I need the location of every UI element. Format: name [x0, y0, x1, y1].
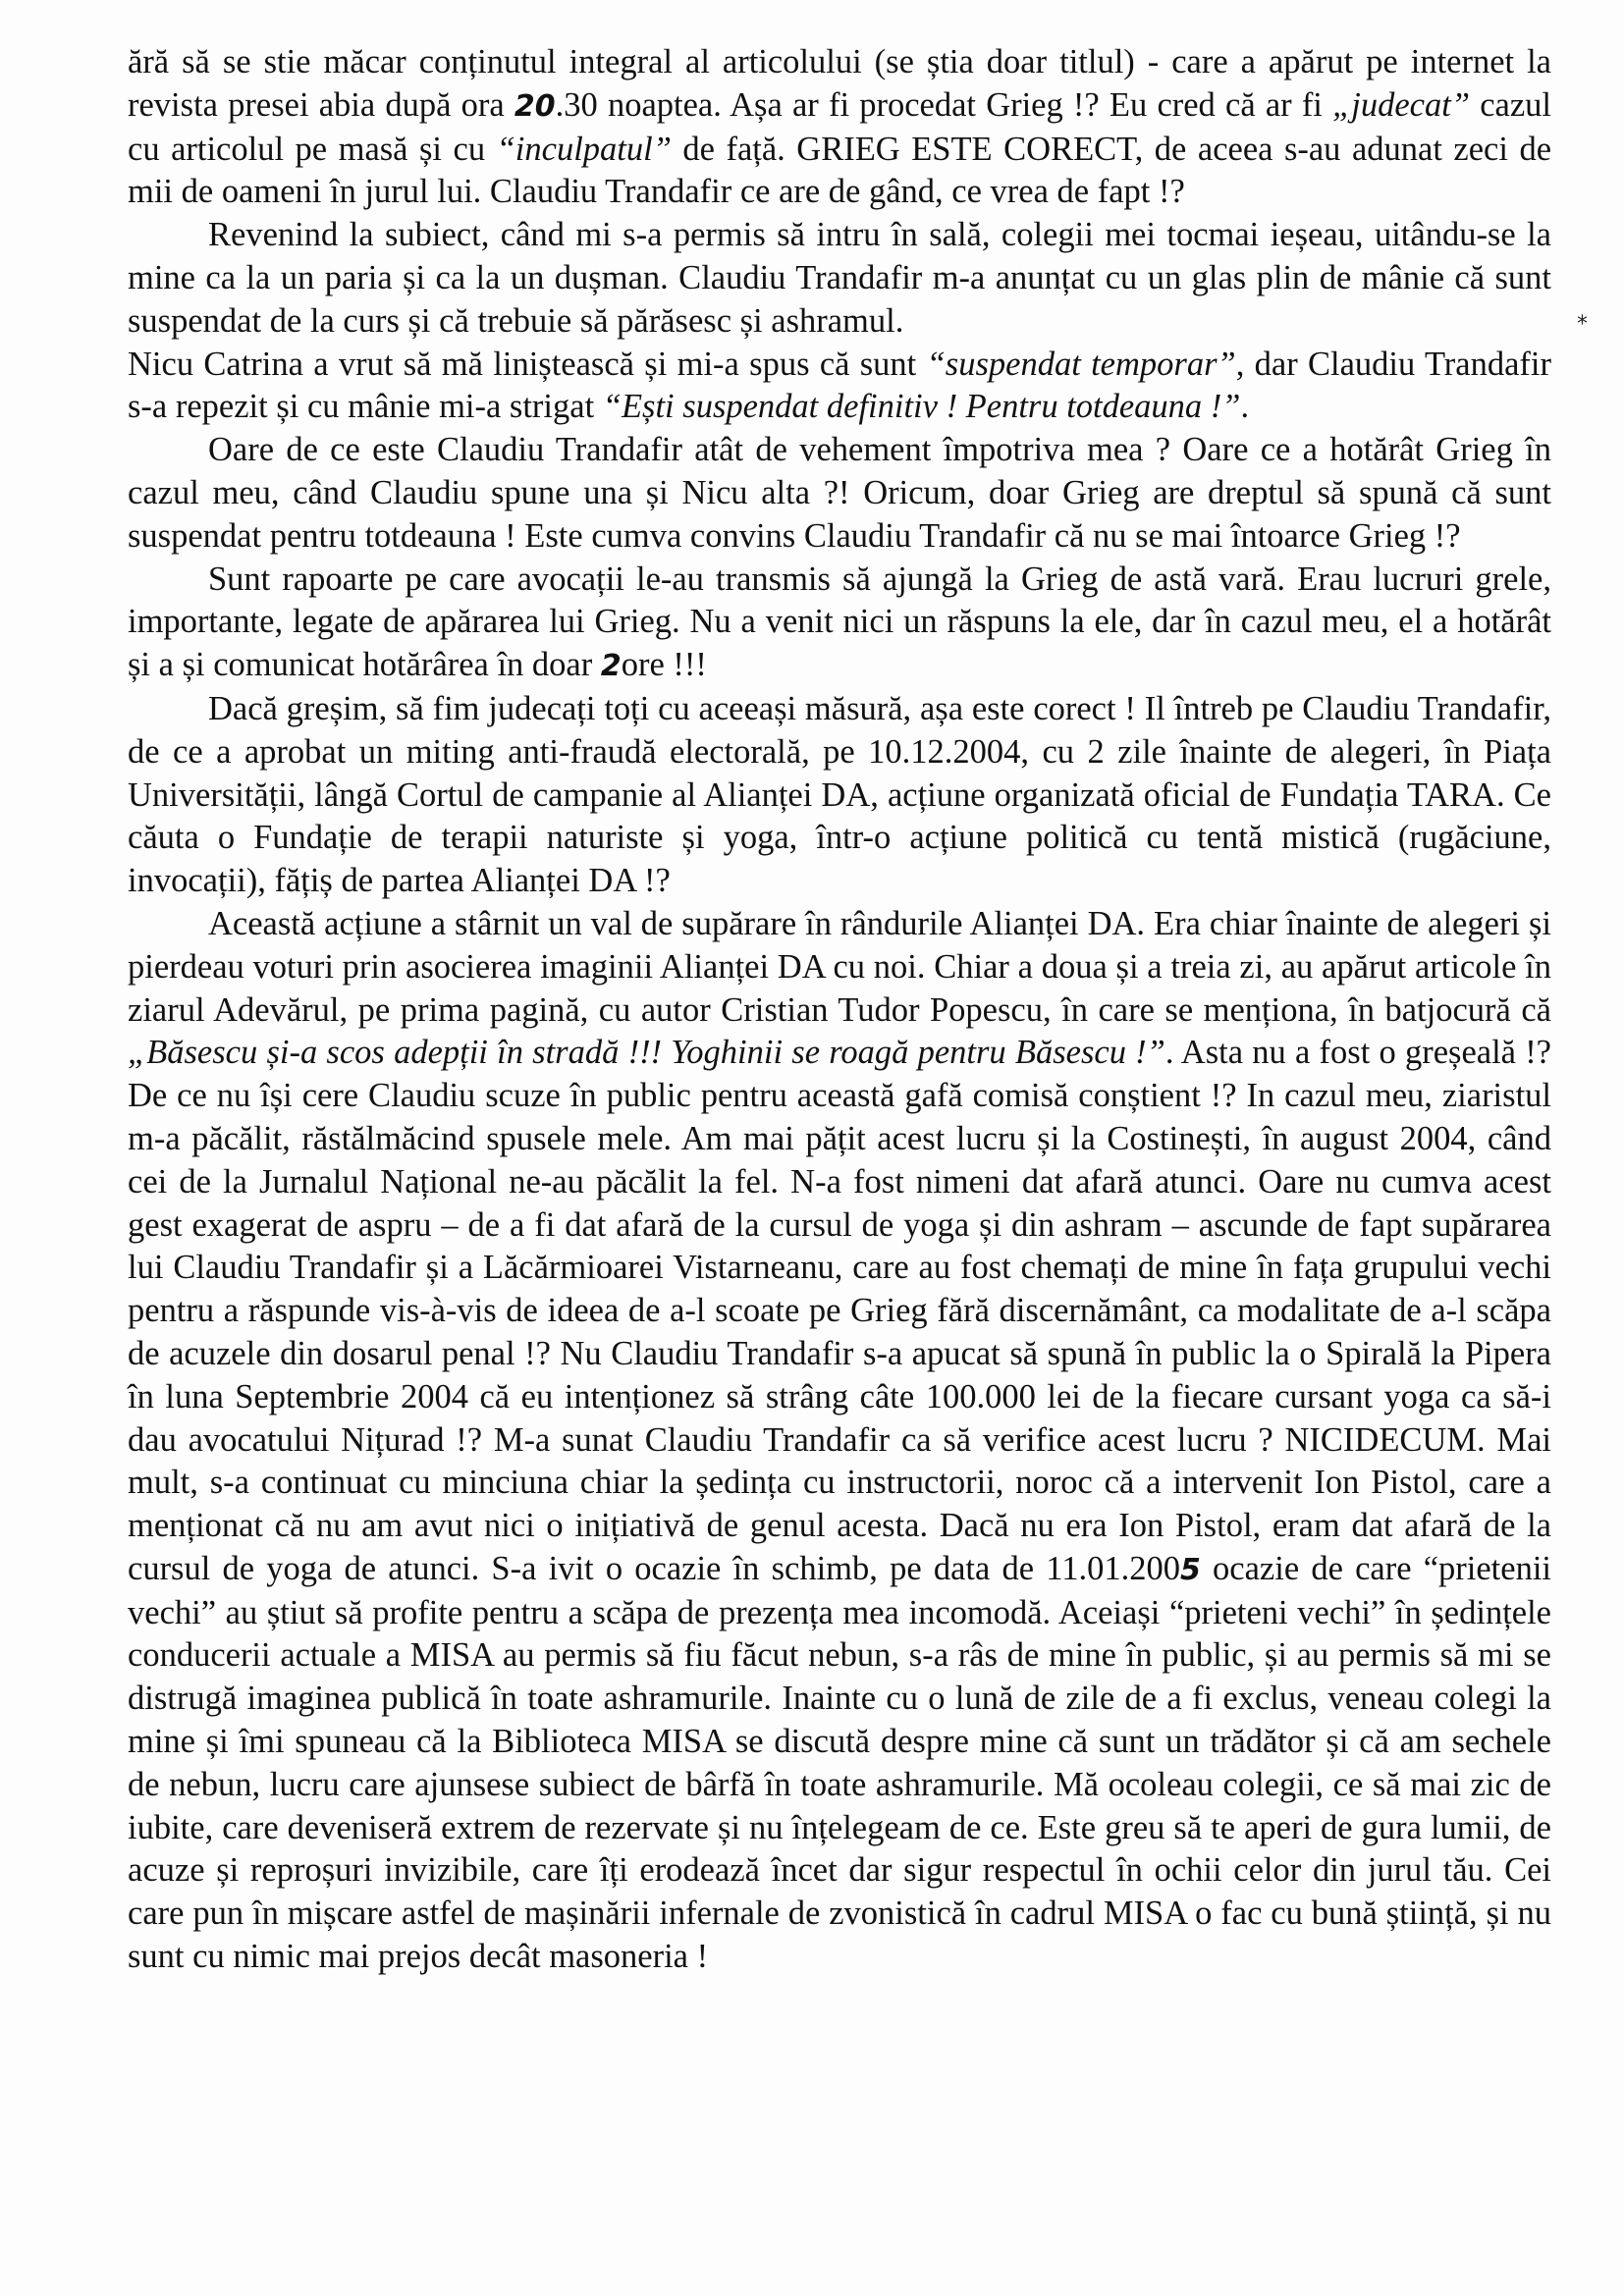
paragraph-7: Această acțiune a stârnit un val de supărare în rândurile Alianței DA. Era chiar înainte de alegeri și pierdeau voturi prin asocierea imaginii Alianței DA cu noi. Chiar a doua și a treia zi, au apărut articole în ziarul Adevărul, pe prima pagină, cu autor Cristian Tudor Popescu, în care se menționa, în batjocură că „Băsescu și-a scos adepții în stradă !!! Yoghinii se roagă pentru Băsescu !”. Asta nu a fost o greșeală !? De ce nu își cere Claudiu scuze în public pentru această gafă comisă conștient !? In cazul meu, ziaristul m-a păcălit, răstălmăcind spusele mele. Am mai pățit acest lucru și la Costinești, în august 2004, când cei de la Jurnalul Național ne-au păcălit la fel. N-a fost nimeni dat afară atunci. Oare nu cumva acest gest exagerat de aspru – de a fi dat afară de la cursul de yoga și din ashram – ascunde de fapt supărarea lui Claudiu Trandafir și a Lăcărmioarei Vistarneanu, care au fost chemați de mine în fața grupului vechi pentru a răspunde vis-à-vis de ideea de a-l scoate pe Grieg fără discernământ, ca modalitate de a-l scăpa de acuzele din dosarul penal !? Nu Claudiu Trandafir s-a apucat să spună în public la o Spirală la Pipera în luna Septembrie 2004 că eu intenționez să strâng câte 100.000 lei de la fiecare cursant yoga ca să-i dau avocatului Nițurad !? M-a sunat Claudiu Trandafir ca să verifice acest lucru ? NICIDECUM. Mai mult, s-a continuat cu minciuna chiar la ședința cu instructorii, noroc că a intervenit Ion Pistol, care a menționat că nu am avut nici o inițiativă de genul acesta. Dacă nu era Ion Pistol, eram dat afară de la cursul de yoga de atunci. S-a ivit o ocazie în schimb, pe data de 11.01.2005 ocazie de care “prietenii vechi” au știut să profite pentru a scăpa de prezența mea incomodă. Aceiași “prieteni vechi” în ședințele conducerii actuale a MISA au permis să fiu făcut nebun, s-a râs de mine în public, și au permis să mi se distrugă imaginea publică în toate ashramurile. Inainte cu o lună de zile de a fi exclus, veneau colegi la mine și îmi spuneau că la Biblioteca MISA se discută despre mine că sunt un trădător și că am sechele de nebun, lucru care ajunsese subiect de bârfă în toate ashramurile. Mă ocoleau colegii, ce să mai zic de iubite, care deveniseră extrem de rezervate și nu înțelegeam de ce. Este greu să te aperi de gura lumii, de acuze și reproșuri invizibile, care îți erodează încet dar sigur respectul în ochii celor din jurul tău. Cei care pun în mișcare astfel de mașinării infernale de zvonistică în cadrul MISA o fac cu bună știință, și nu sunt cu nimic mai prejos decât masoneria ! — [128, 904, 1552, 1976]
handwritten-year: 5 — [1179, 1552, 1201, 1587]
paragraph-5: Sunt rapoarte pe care avocații le-au transmis să ajungă la Grieg de astă vară. Erau lucruri grele, importante, legate de apărarea lui Grieg. Nu a venit nici un răspuns la ele, dar în cazul meu, el a hotărât și a și comunicat hotărârea în doar 2ore !!! — [128, 560, 1551, 684]
paragraph-1: ără să se stie măcar conținutul integral al articolului (se știa doar titlul) - care a apărut pe internet la revista presei abia după ora 20.30 noaptea. Așa ar fi procedat Grieg !? Eu cred că ar fi „judecat” cazul cu articolul pe masă și cu “inculpatul” de față. GRIEG ESTE CORECT, de aceea s-au adunat zeci de mii de oameni în jurul lui. Claudiu Trandafir ce are de gând, ce vrea de fapt !? — [128, 43, 1552, 211]
paragraph-3: Nicu Catrina a vrut să mă liniștească și mi-a spus că sunt “suspendat temporar”, dar Claudiu Trandafir s-a repezit și cu mânie mi-a strigat “Ești suspendat definitiv ! Pentru totdeauna !”. — [128, 345, 1551, 426]
handwritten-hour: 20 — [514, 88, 556, 124]
document-body — [128, 41, 1551, 1979]
paragraph-6: Dacă greșim, să fim judecați toți cu aceeași măsură, așa este corect ! Il întreb pe Claudiu Trandafir, de ce a aprobat un miting anti-fraudă electorală, pe 10.12.2004, cu 2 zile înainte de alegeri, în Piața Universității, lângă Cortul de campanie al Alianței DA, acțiune organizată oficial de Fundația TARA. Ce căuta o Fundație de terapii naturiste și yoga, într-o acțiune politică cu tentă mistică (rugăciune, invocații), fățiș de partea Alianței DA !? — [128, 689, 1551, 900]
margin-mark: * — [1577, 312, 1588, 337]
handwritten-hours: 2 — [600, 649, 622, 684]
paragraph-4: Oare de ce este Claudiu Trandafir atât de vehement împotriva mea ? Oare ce a hotărât Grieg în cazul meu, când Claudiu spune una și Nicu alta ?! Oricum, doar Grieg are dreptul să spună că sunt suspendat pentru totdeauna ! Este cumva convins Claudiu Trandafir că nu se mai întoarce Grieg !? — [128, 431, 1551, 555]
paragraph-2: Revenind la subiect, când mi s-a permis să intru în sală, colegii mei tocmai ieșeau, uitându-se la mine ca la un paria și ca la un dușman. Claudiu Trandafir m-a anunțat cu un glas plin de mânie că sunt suspendat de la curs și că trebuie să părăsesc și ashramul. — [128, 216, 1551, 340]
